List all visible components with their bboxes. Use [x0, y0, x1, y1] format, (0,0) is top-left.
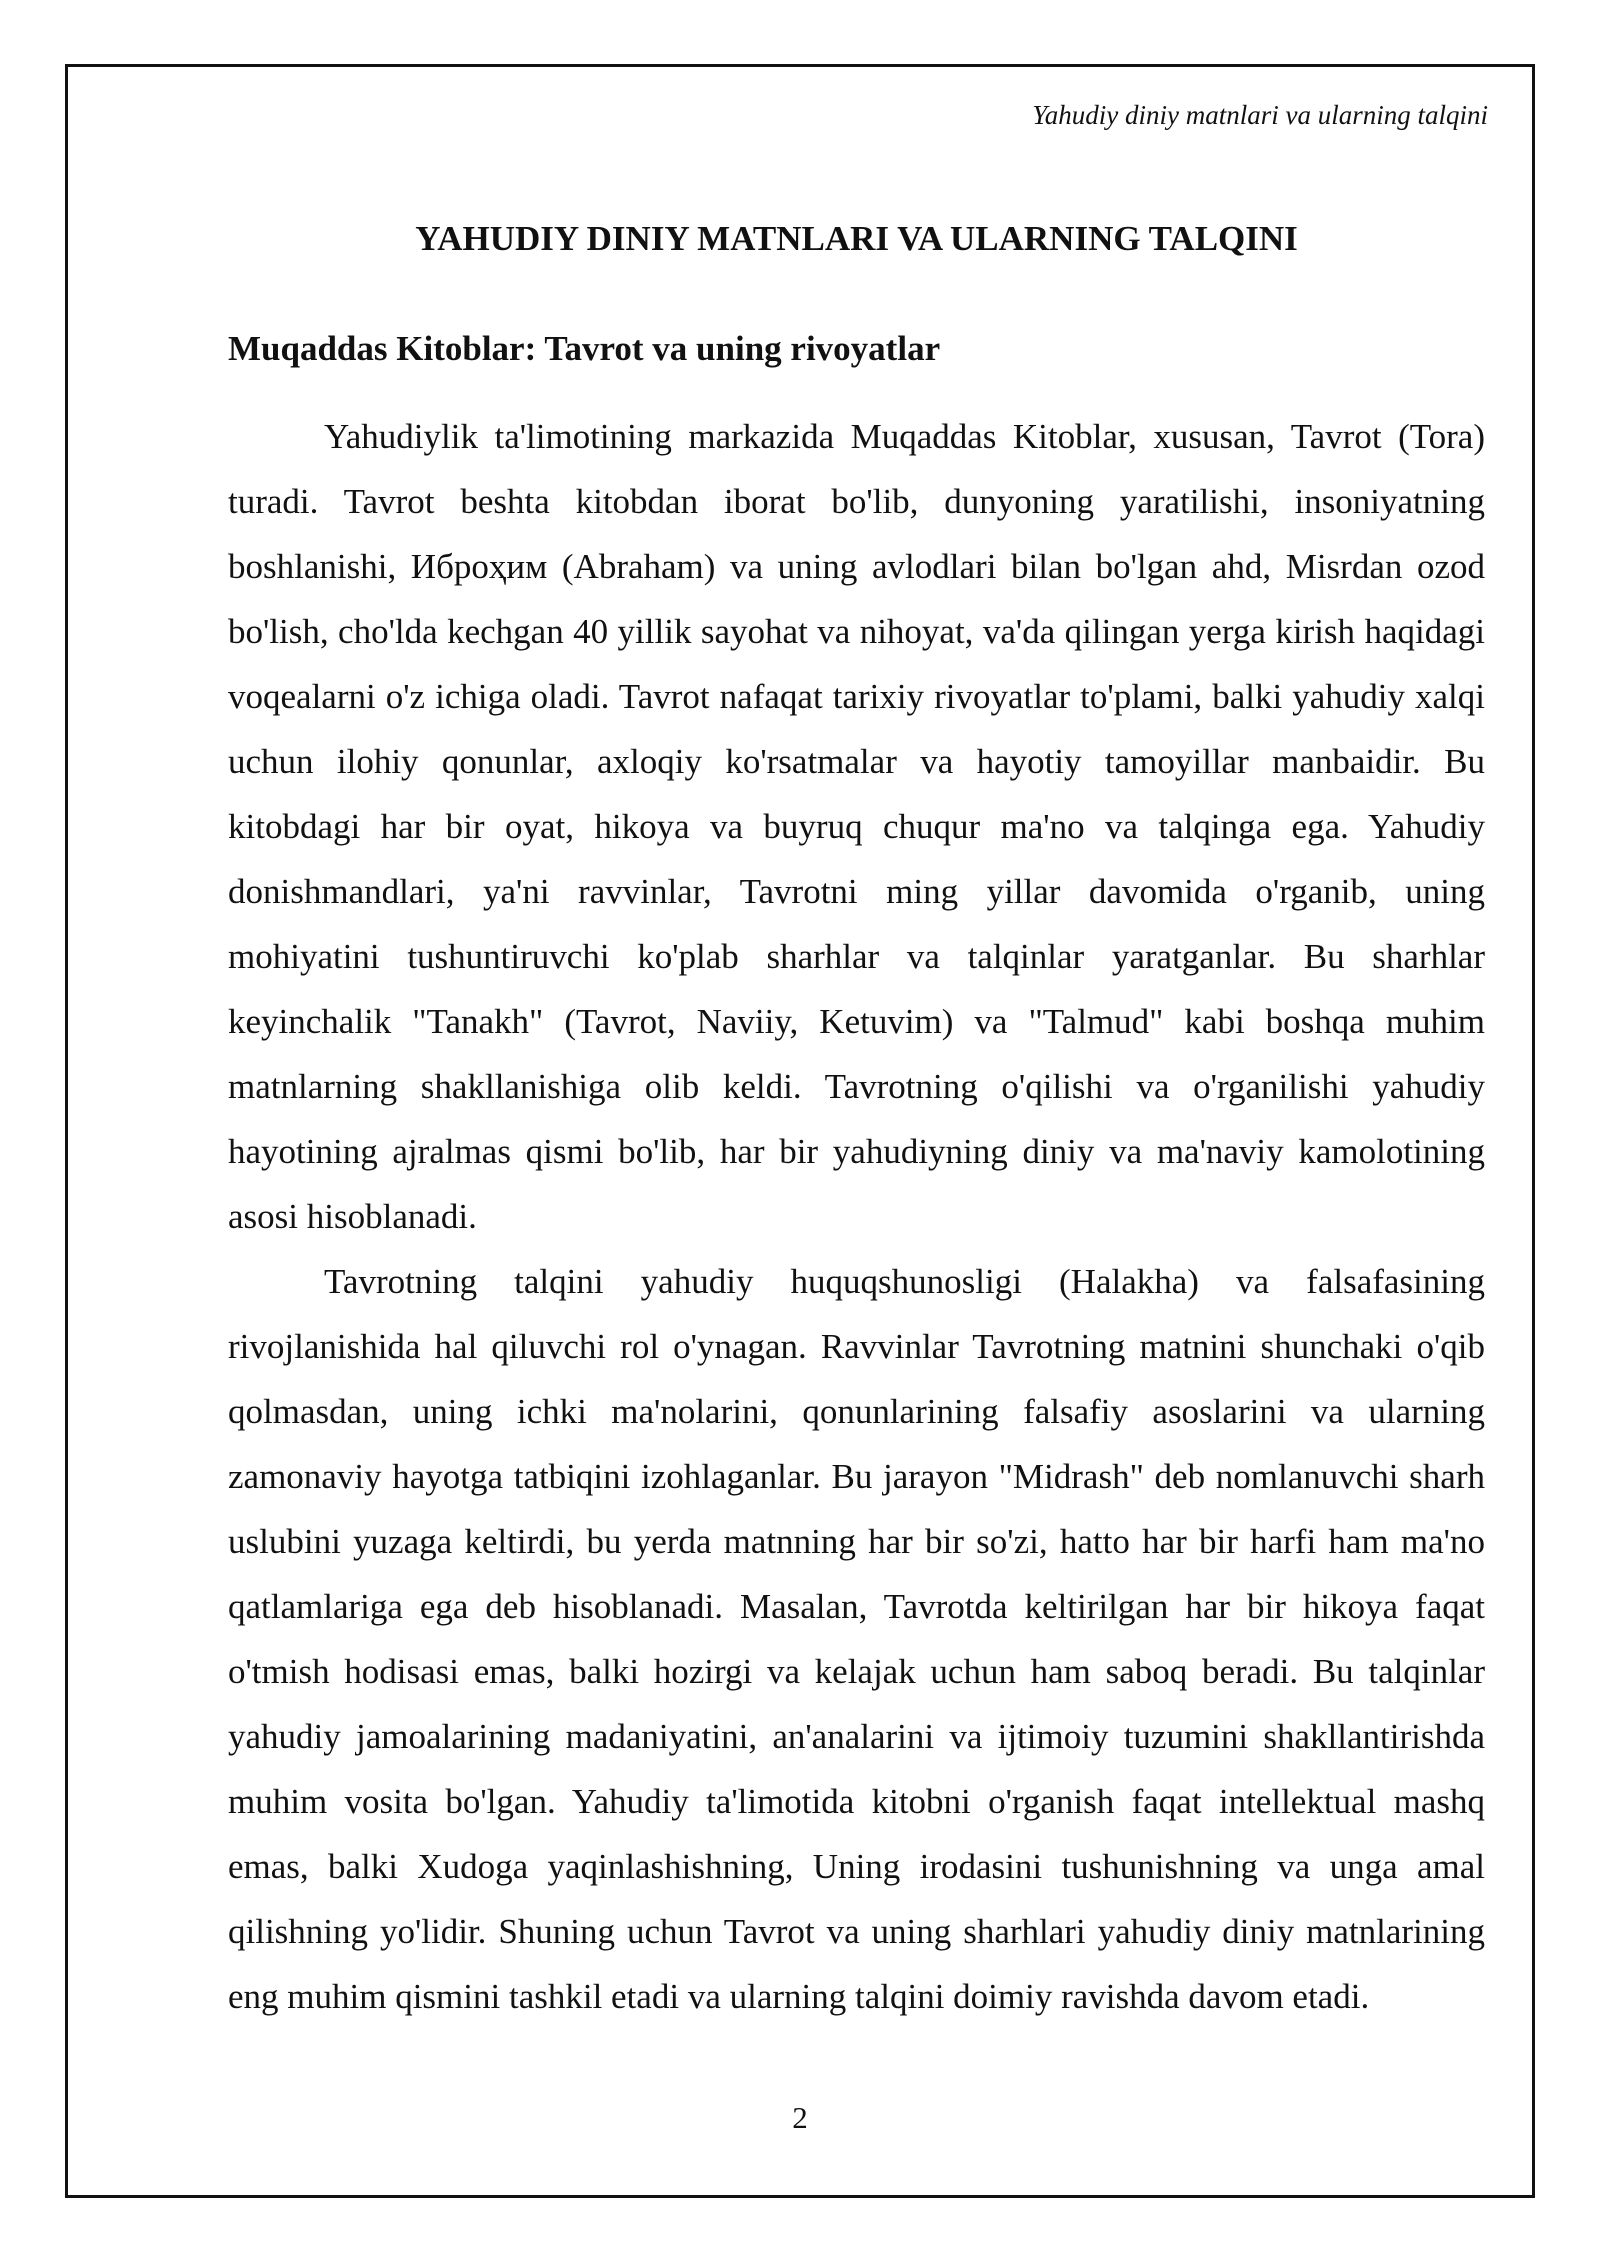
document-title: YAHUDIY DINIY MATNLARI VA ULARNING TALQINI	[415, 219, 1298, 258]
paragraph: Yahudiylik ta'limotining markazida Muqaddas Kitoblar, xususan, Tavrot (Tora) turadi. Tavrot beshta kitobdan iborat bo'lib, dunyoning yaratilishi, insoniyatning boshlanishi, Иброҳим (Abraham) va uning avlodlari bilan bo'lgan ahd, Misrdan ozod bo'lish, cho'lda kechgan 40 yillik sayohat va nihoyat, va'da qilingan yerga kirish haqidagi voqealarni o'z ichiga oladi. Tavrot nafaqat tarixiy rivoyatlar to'plami, balki yahudiy xalqi uchun ilohiy qonunlar, axloqiy ko'rsatmalar va hayotiy tamoyillar manbaidir. Bu kitobdagi har bir oyat, hikoya va buyruq chuqur ma'no va talqinga ega. Yahudiy donishmandlari, ya'ni ravvinlar, Tavrotni ming yillar davomida o'rganib, uning mohiyatini tushuntiruvchi ko'plab sharhlar va talqinlar yaratganlar. Bu sharhlar keyinchalik "Tanakh" (Tavrot, Naviiy, Ketuvim) va "Talmud" kabi boshqa muhim matnlarning shakllanishiga olib keldi. Tavrotning o'qilishi va o'rganilishi yahudiy hayotining ajralmas qismi bo'lib, har bir yahudiyning diniy va ma'naviy kamolotining asosi hisoblanadi.	[228, 417, 1485, 1236]
paragraph: Tavrotning talqini yahudiy huquqshunosligi (Halakha) va falsafasining rivojlanishida hal qiluvchi rol o'ynagan. Ravvinlar Tavrotning matnini shunchaki o'qib qolmasdan, uning ichki ma'nolarini, qonunlarining falsafiy asoslarini va ularning zamonaviy hayotga tatbiqini izohlaganlar. Bu jarayon "Midrash" deb nomlanuvchi sharh uslubini yuzaga keltirdi, bu yerda matnning har bir so'zi, hatto har bir harfi ham ma'no qatlamlariga ega deb hisoblanadi. Masalan, Tavrotda keltirilgan har bir hikoya faqat o'tmish hodisasi emas, balki hozirgi va kelajak uchun ham saboq beradi. Bu talqinlar yahudiy jamoalarining madaniyatini, an'analarini va ijtimoiy tuzumini shakllantirishda muhim vosita bo'lgan. Yahudiy ta'limotida kitobni o'rganish faqat intellektual mashq emas, balki Xudoga yaqinlashishning, Uning irodasini tushunishning va unga amal qilishning yo'lidir. Shuning uchun Tavrot va uning sharhlari yahudiy diniy matnlarining eng muhim qismini tashkil etadi va ularning talqini doimiy ravishda davom etadi.	[228, 1262, 1485, 2016]
page-number: 2	[792, 2100, 808, 2135]
section-heading: Muqaddas Kitoblar: Tavrot va uning rivoyatlar	[228, 329, 941, 368]
running-header: Yahudiy diniy matnlari va ularning talqini	[1032, 100, 1488, 130]
body-text	[228, 404, 1485, 2029]
